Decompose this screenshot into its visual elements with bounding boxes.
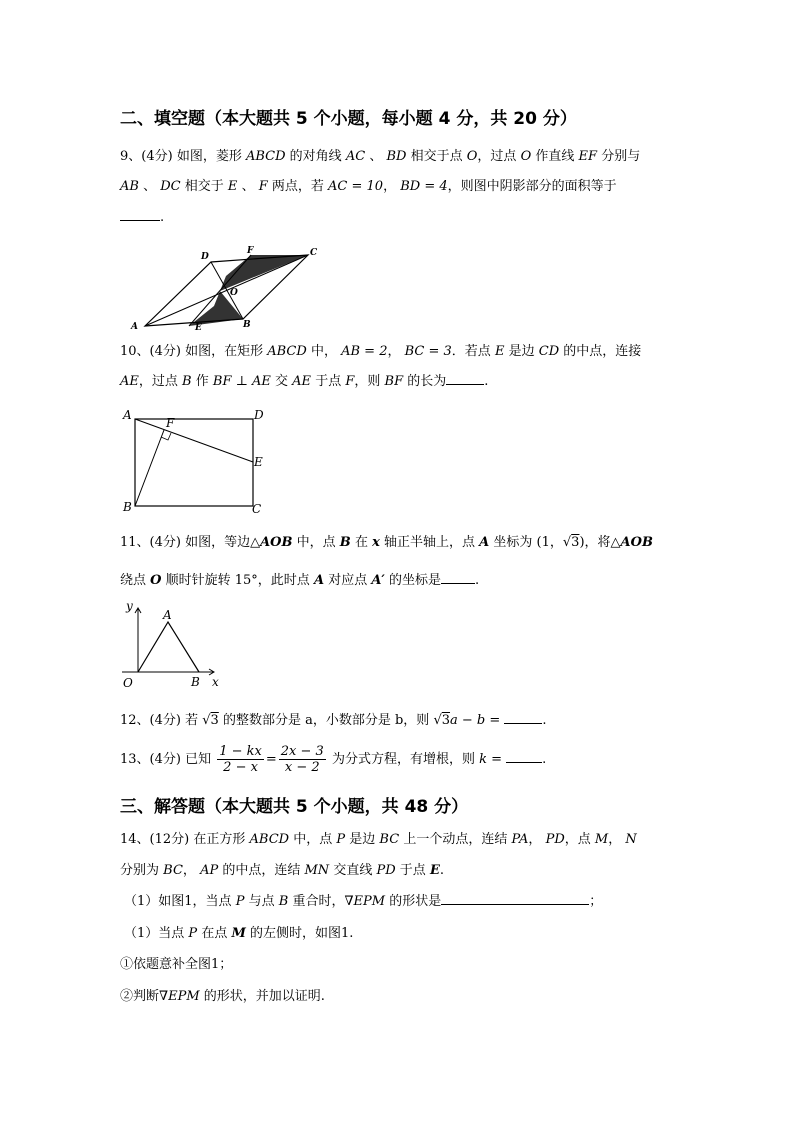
question-10-line-1 — [120, 343, 641, 361]
figure-11-axes — [118, 600, 228, 692]
q10-e: E — [494, 344, 505, 359]
q14-e: E — [429, 863, 440, 878]
label-d: D — [254, 408, 264, 422]
label-e: E — [254, 455, 263, 469]
q12-answer-blank[interactable] — [504, 712, 542, 724]
q9-text: ，则图中阴影部分的面积等于 — [447, 179, 617, 194]
label-e: E — [195, 323, 202, 333]
label-f: F — [166, 416, 175, 430]
q10-text: 的长为 — [407, 374, 447, 389]
q11-text: 中，点 — [296, 535, 336, 550]
q10-f: F — [345, 374, 355, 389]
q11-text: )，将△ — [579, 535, 621, 550]
q10-text: 中， — [310, 344, 337, 359]
question-9-line-1 — [120, 148, 640, 166]
q9-text: 的对角线 — [289, 149, 342, 164]
q9-text: ，过点 — [477, 149, 517, 164]
q11-text: 坐标为 (1， — [493, 535, 563, 550]
q9-bd: BD — [386, 149, 407, 164]
q10-b: B — [182, 374, 192, 389]
q10-text: 于点 — [315, 374, 342, 389]
q14-s4-prefix: ②判断 — [120, 989, 160, 1004]
section-2-title: 二、填空题（本大题共 5 个小题，每小题 4 分，共 20 分） — [120, 109, 577, 129]
q14-text: 上一个动点，连结 — [403, 832, 508, 847]
q14-text: 的中点，连结 — [222, 863, 301, 878]
q10-text: ，过点 — [138, 374, 178, 389]
q14-text: 于点 — [399, 863, 426, 878]
q14-pa: PA — [511, 832, 529, 847]
q9-o: O — [520, 149, 532, 164]
q13-prefix: 13、(4分) 已知 — [120, 752, 212, 767]
q11-text: 轴正半轴上，点 — [384, 535, 476, 550]
q10-perp: BF ⊥ AE — [212, 374, 271, 389]
q13-k: k = — [479, 752, 503, 767]
q9-ab: AB — [120, 179, 139, 194]
q13-fraction-right: $\frac{2x - 3}{x - 2}$ — [280, 744, 324, 775]
q14-text: 的形状是 — [389, 894, 442, 909]
q14-p: P — [336, 832, 346, 847]
q11-a-prime: A′ — [371, 573, 385, 588]
q13-end: . — [542, 752, 547, 767]
question-14-sub-2 — [124, 925, 353, 943]
q11-text: 在 — [354, 535, 368, 550]
label-o: O — [123, 676, 133, 690]
q14-ap: AP — [200, 863, 219, 878]
q13-text: 为分式方程，有增根，则 — [331, 752, 475, 767]
q9-condition-bd: BD = 4 — [400, 179, 448, 194]
q11-o: O — [150, 573, 162, 588]
q10-text: 是边 — [508, 344, 535, 359]
q9-sep: 、 — [369, 149, 383, 164]
label-o: O — [230, 288, 238, 298]
q12-expr: a − b = — [450, 713, 501, 728]
q14-text: 在点 — [201, 926, 228, 941]
q10-ae: AE — [292, 374, 312, 389]
label-c: C — [310, 248, 318, 258]
q13-fraction-left: $\frac{1 - kx}{2 - x}$ — [219, 744, 262, 775]
segment-bf — [135, 430, 164, 506]
label-a: A — [163, 608, 172, 622]
q10-answer-blank[interactable] — [446, 373, 484, 385]
q13-answer-blank[interactable] — [506, 751, 542, 763]
q14-text: ， — [608, 832, 622, 847]
q11-end: . — [475, 573, 480, 588]
label-b: B — [243, 320, 251, 330]
question-14-sub-3 — [120, 956, 232, 974]
q11-prefix: 11、(4分) 如图，等边△ — [120, 535, 261, 550]
q9-end: . — [160, 210, 165, 225]
q9-ac: AC — [345, 149, 366, 164]
question-12 — [120, 712, 547, 730]
q14-square-name: ABCD — [249, 832, 290, 847]
q14-b: B — [278, 894, 289, 909]
triangle-aob — [138, 622, 199, 672]
q9-e: E — [227, 179, 238, 194]
q14-m: M — [231, 926, 246, 941]
q10-bc: BC = 3 — [404, 344, 452, 359]
question-14-line-1 — [120, 831, 637, 849]
q14-p: P — [188, 926, 198, 941]
label-b: B — [123, 500, 132, 514]
q14-text: . — [439, 863, 445, 878]
q12-text: 的整数部分是 a，小数部分是 b，则 — [222, 713, 430, 728]
question-9-answer — [120, 209, 164, 227]
question-10-line-2 — [120, 373, 488, 391]
q12-prefix: 12、(4分) 若 — [120, 713, 199, 728]
q10-ab: AB = 2 — [341, 344, 388, 359]
q10-text: 作 — [195, 374, 209, 389]
q10-text: 的中点，连接 — [563, 344, 642, 359]
segment-ae — [135, 419, 253, 462]
label-b: B — [191, 675, 200, 689]
q12-end: . — [542, 713, 547, 728]
q10-end: . — [484, 374, 489, 389]
q12-sqrt: √3 — [202, 713, 219, 728]
q13-eq: = — [265, 752, 277, 767]
q11-sqrt: √3 — [562, 535, 580, 550]
section-3-title: 三、解答题（本大题共 5 个小题，共 48 分） — [120, 797, 469, 817]
q9-text: 相交于点 — [410, 149, 463, 164]
q9-ef: EF — [578, 149, 598, 164]
q9-o: O — [466, 149, 478, 164]
q11-a: A — [479, 535, 490, 550]
label-f: F — [247, 246, 254, 256]
question-11-line-2 — [120, 572, 479, 590]
label-x: x — [212, 675, 219, 689]
q9-answer-blank[interactable] — [120, 209, 160, 221]
q14-bc: BC — [379, 832, 400, 847]
q10-ae: AE — [120, 374, 139, 389]
q11-text: 顺时针旋转 15°，此时点 — [165, 573, 310, 588]
q10-text: ，则 — [354, 374, 381, 389]
q10-text: 交 — [275, 374, 289, 389]
q14-answer-blank[interactable] — [441, 893, 589, 905]
q14-bc: BC — [163, 863, 183, 878]
q9-text: 两点，若 — [271, 179, 324, 194]
q14-text: 重合时， — [292, 894, 345, 909]
q14-text: ， — [182, 863, 196, 878]
question-13 — [120, 744, 546, 775]
q14-text: 是边 — [349, 832, 376, 847]
q14-s2-prefix: （1）当点 — [124, 926, 185, 941]
q12-sqrt: √3 — [433, 713, 451, 728]
q14-text: 与点 — [248, 894, 275, 909]
q9-f: F — [258, 179, 268, 194]
q14-prefix: 14、(12分) 在正方形 — [120, 832, 246, 847]
label-a: A — [131, 322, 138, 332]
q14-text: 的形状，并加以证明. — [203, 989, 325, 1004]
q9-sep: 、 — [143, 179, 157, 194]
q14-triangle-epm: ∇EPM — [159, 989, 200, 1004]
label-y: y — [126, 599, 133, 613]
q14-text: 交直线 — [333, 863, 373, 878]
q9-sep: 、 — [241, 179, 255, 194]
q14-text: ，点 — [564, 832, 591, 847]
q11-a: A — [313, 573, 325, 588]
q14-n: N — [625, 832, 637, 847]
q9-dc: DC — [160, 179, 181, 194]
question-9-line-2 — [120, 178, 617, 196]
q14-mn: MN — [304, 863, 330, 878]
q14-text: 分别为 — [120, 863, 160, 878]
q10-text: ．若点 — [451, 344, 491, 359]
label-a: A — [123, 408, 132, 422]
question-14-line-2 — [120, 862, 444, 880]
q9-text: 分别与 — [601, 149, 641, 164]
q14-text: 的左侧时，如图1. — [250, 926, 354, 941]
q9-text: 相交于 — [184, 179, 224, 194]
q10-rect-name: ABCD — [267, 344, 307, 359]
q14-text: 中，点 — [293, 832, 333, 847]
q14-m: M — [594, 832, 609, 847]
q14-pd: PD — [376, 863, 396, 878]
q9-rhombus-name: ABCD — [245, 149, 286, 164]
q14-text: ， — [528, 832, 542, 847]
q9-sep: ， — [383, 179, 397, 194]
question-14-sub-4 — [120, 988, 325, 1006]
q11-text: 对应点 — [328, 573, 368, 588]
q11-aob: AOB — [260, 535, 293, 550]
rectangle-abcd — [135, 419, 253, 506]
q14-p: P — [235, 894, 245, 909]
q9-prefix: 9、(4分) 如图，菱形 — [120, 149, 242, 164]
q11-x: x — [372, 535, 380, 550]
question-14-sub-1 — [124, 893, 602, 911]
q10-cd: CD — [538, 344, 560, 359]
q10-bf: BF — [384, 374, 404, 389]
q10-prefix: 10、(4分) 如图，在矩形 — [120, 344, 264, 359]
q11-text: 绕点 — [120, 573, 147, 588]
q10-text: ， — [387, 344, 401, 359]
question-11-line-1 — [120, 534, 653, 552]
q14-s3-text: ①依题意补全图1； — [120, 957, 233, 972]
q14-end: ； — [589, 894, 603, 909]
figure-9-rhombus — [125, 240, 335, 335]
q14-pd: PD — [545, 832, 565, 847]
label-c: C — [252, 502, 262, 516]
q14-triangle-epm: ∇EPM — [344, 894, 386, 909]
q11-aob: AOB — [620, 535, 653, 550]
q11-b: B — [339, 535, 351, 550]
q14-s1-prefix: （1）如图1，当点 — [124, 894, 232, 909]
label-d: D — [201, 252, 209, 262]
q11-answer-blank[interactable] — [441, 572, 475, 584]
q9-condition-ac: AC = 10 — [328, 179, 384, 194]
q11-text: 的坐标是 — [389, 573, 442, 588]
q9-text: 作直线 — [535, 149, 575, 164]
figure-10-rectangle — [120, 405, 270, 515]
